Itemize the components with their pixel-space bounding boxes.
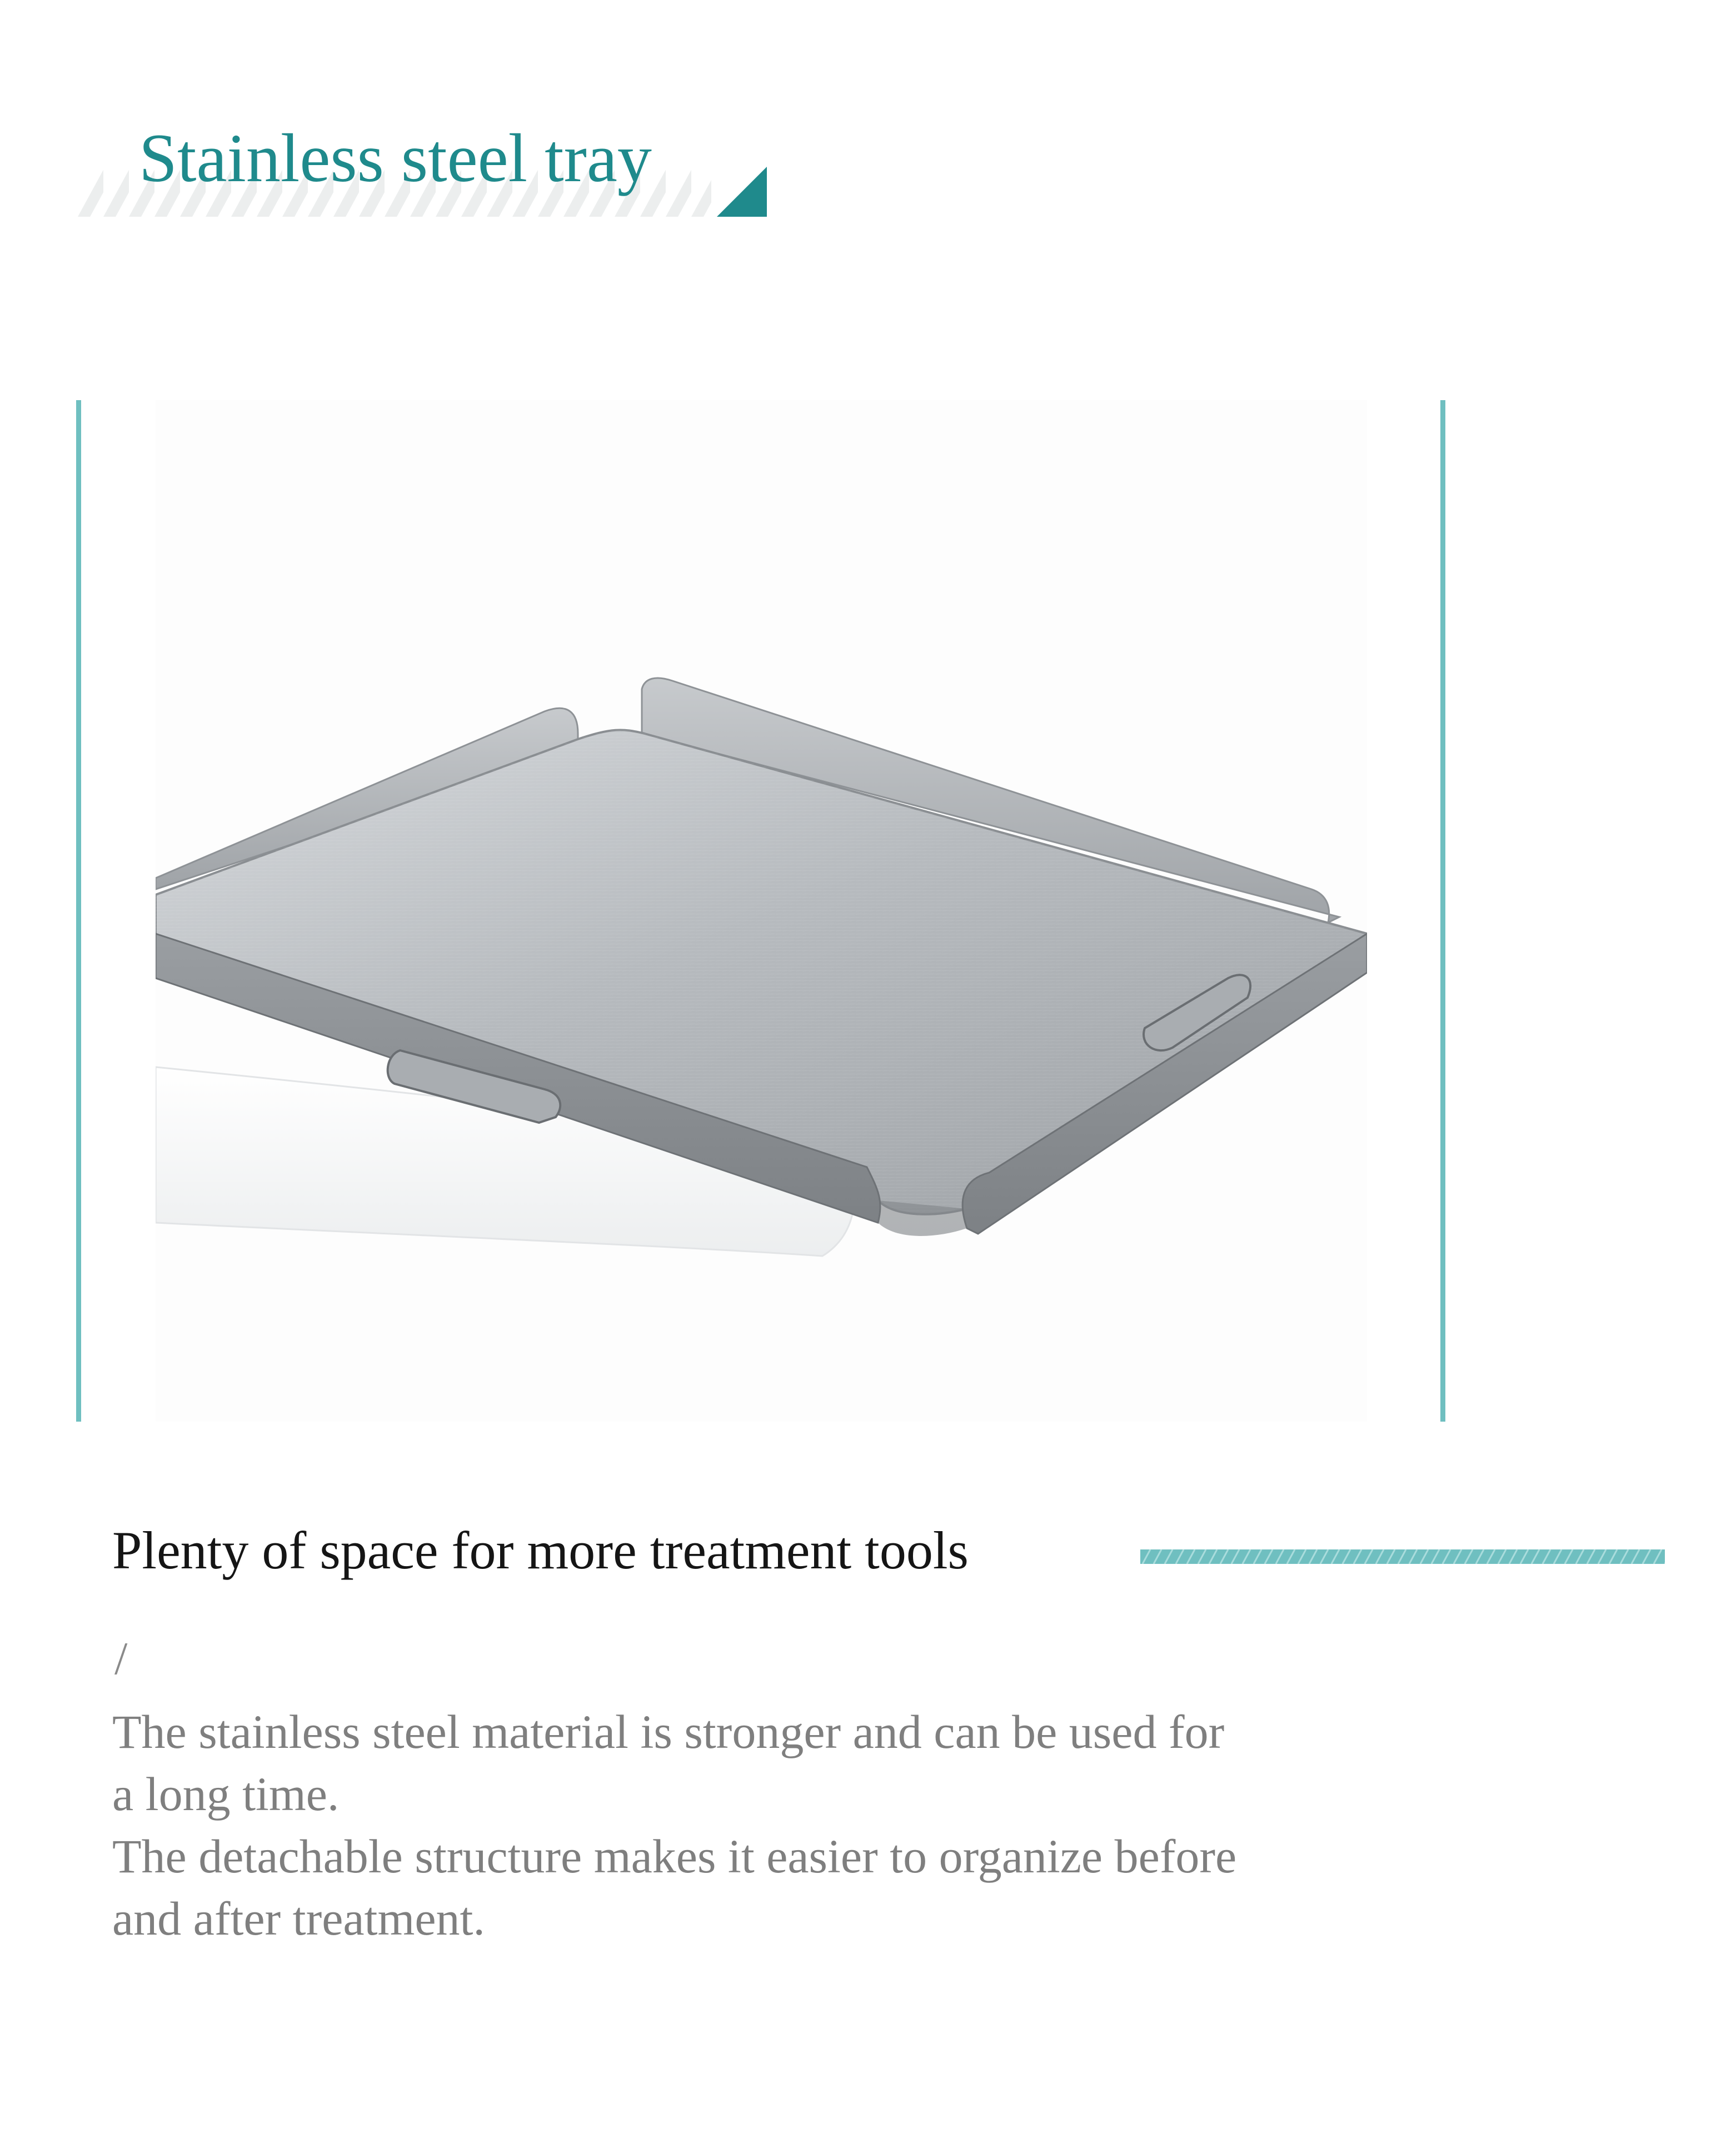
description-line: and after treatment.	[112, 1892, 485, 1945]
corner-triangle-decoration	[717, 167, 767, 217]
heading-stripe-bar	[1140, 1549, 1665, 1564]
tray-photo	[156, 400, 1367, 1422]
description-line: The detachable structure makes it easier to organize before	[112, 1830, 1237, 1883]
page-title: Stainless steel tray	[139, 120, 652, 196]
frame-line-right	[1440, 400, 1445, 1422]
feature-heading: Plenty of space for more treatment tools	[112, 1521, 969, 1580]
description-line: a long time.	[112, 1767, 340, 1821]
frame-line-left	[76, 400, 81, 1422]
description-line: The stainless steel material is stronger and can be used for	[112, 1705, 1225, 1758]
separator-slash: /	[114, 1633, 128, 1685]
